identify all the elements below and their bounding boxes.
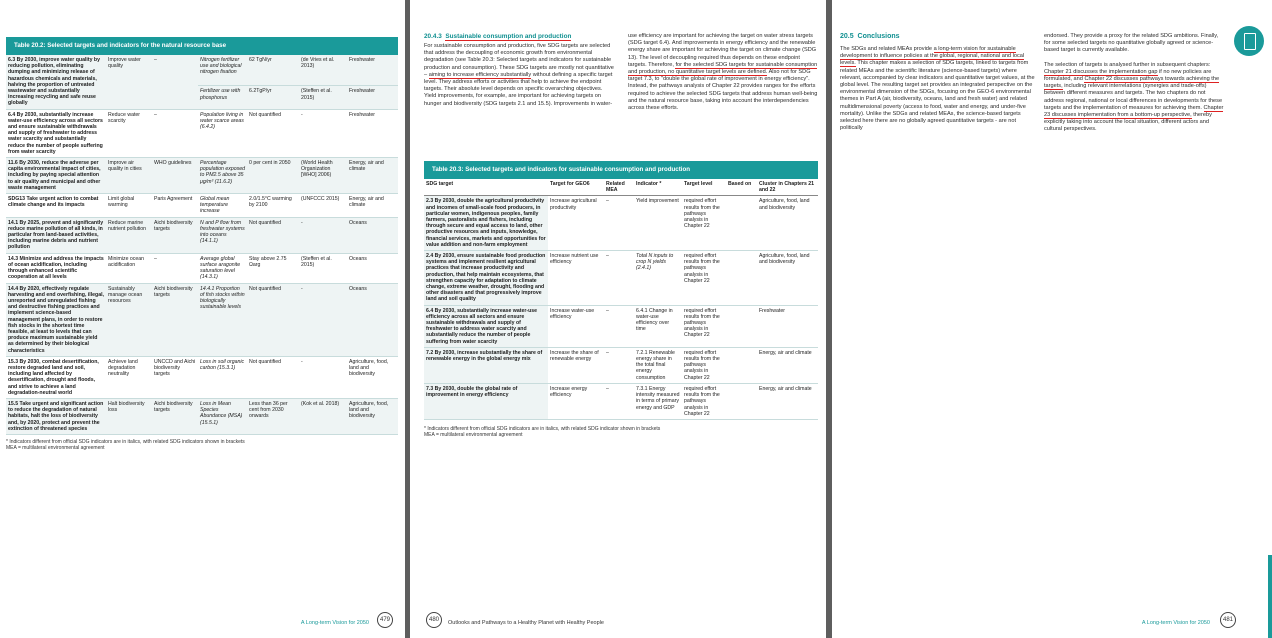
table-row — [6, 158, 398, 194]
column-header: Cluster in Chapters 21 and 22 — [757, 179, 818, 196]
table-cell: 7.3 By 2030, double the global rate of improvement in energy efficiency — [424, 383, 548, 419]
table-row — [424, 383, 818, 419]
table-row — [6, 283, 398, 356]
page-number: 481 — [1220, 612, 1236, 628]
table-cell: Fertilizer use with phosphorus — [198, 86, 247, 109]
table-note: * Indicators different from official SDG indicators are in italics, with related SDG indicators shown in brackets — [6, 438, 245, 445]
table-cell: Average global surface aragonite saturation level (14.3.1) — [198, 253, 247, 283]
body-text-col2: use efficiency are important for achieving the target on water stress targets (SDG target 6.4). And improvements in energy efficiency and the renewable energy share are important for achieving the target on climate change (SDG 13). The level of decoupling required thus depends on these endpoint targets. Therefore, for the selected SDG targets for sustainable consumption and production, no quantitative target levels are defined. Also not for SDG target 7.3, to "double the global rate of improvement in energy efficiency". Instead, the pathways analysis of Chapter 22 provides ranges for the efforts required to achieve the selected SDG targets that address human well-being and the natural resource base, taking into account the interdependencies across these efforts. — [628, 33, 818, 112]
table-cell: (Steffen et al. 2015) — [299, 253, 347, 283]
column-header: SDG target — [424, 179, 548, 196]
table-note-mea: MEA = multilateral environmental agreement — [6, 445, 105, 452]
table-cell: (Kok et al. 2018) — [299, 398, 347, 434]
section-heading: 20.5 Conclusions — [840, 33, 900, 40]
table-cell: required effort results from the pathways analysis in Chapter 22 — [682, 347, 726, 383]
table-cell: Oceans — [347, 253, 398, 283]
table-cell: – — [152, 109, 198, 157]
table-cell: Aichi biodiversity targets — [152, 217, 198, 253]
table-cell: Agriculture, food, land and biodiversity — [757, 196, 818, 251]
table-cell: Freshwater — [347, 109, 398, 157]
calculator-icon — [1234, 26, 1264, 56]
table-cell: WHO guidelines — [152, 158, 198, 194]
table-note-mea: MEA = multilateral environmental agreement — [424, 432, 523, 439]
table-cell: 6.3 By 2030, improve water quality by reducing pollution, eliminating dumping and minimizing release of hazardous chemicals and materials, halving the proportion of untreated wastewater and substantially increasing recycling and safe reuse globally — [6, 55, 106, 109]
table-cell: Achieve land degradation neutrality — [106, 356, 152, 398]
table-20-2-title: Table 20.2: Selected targets and indicators for the natural resource base — [6, 37, 398, 55]
table-cell: Not quantified — [247, 283, 299, 356]
table-cell: Limit global warming — [106, 194, 152, 218]
table-cell: Stay above 2.75 Ωarg — [247, 253, 299, 283]
page-480 — [410, 0, 826, 638]
table-cell: Oceans — [347, 217, 398, 253]
table-row — [6, 398, 398, 434]
table-cell: Increase agricultural productivity — [548, 196, 604, 251]
table-cell: Agriculture, food, land and biodiversity — [347, 398, 398, 434]
table-cell: Reduce marine nutrient pollution — [106, 217, 152, 253]
table-row — [424, 347, 818, 383]
page-481 — [832, 0, 1272, 638]
table-cell: - — [299, 109, 347, 157]
table-cell: SDG13 Take urgent action to combat climate change and its impacts — [6, 194, 106, 218]
table-cell: Yield improvement — [634, 196, 682, 251]
table-20-2 — [6, 55, 398, 435]
table-cell: (de Vries et al. 2013) — [299, 55, 347, 86]
page-footer: A Long-term Vision for 2050 — [1141, 620, 1210, 626]
table-cell: (UNFCCC 2015) — [299, 194, 347, 218]
body-text-col2a: endorsed. They provide a proxy for the related SDG ambitions. Finally, for some selected targets no quantitative globally agreed or science-based target is currently available. — [1044, 33, 1219, 54]
table-cell: 6.4.1 Change in water-use efficiency over time — [634, 305, 682, 347]
table-cell: 2.3 By 2030, double the agricultural productivity and incomes of small-scale food producers, in particular women, indigenous peoples, family farmers, pastoralists and fishers, including through secure and equal access to land, other productive resources and inputs, knowledge, financial services, markets and opportunities for value addition and non-farm employment — [424, 196, 548, 251]
column-header: Based on — [726, 179, 757, 196]
table-cell — [726, 347, 757, 383]
column-header: Target for GEO6 — [548, 179, 604, 196]
table-cell: Paris Agreement — [152, 194, 198, 218]
body-text-col1: The SDGs and related MEAs provide a long-term vision for sustainable development to influence policies at the global, regional, national and local levels. This chapter makes a selection of SDG targets, linked to targets from related MEAs and the scientific literature (science-based targets) where relevant, accompanied by clear indicators and quantitative target values, at the global level. The resulting target set provides an integrated perspective on the environmental dimension of the SDGs, focusing on the GEO-6 environmental themes in Part A (air, biodiversity, oceans, land and fresh water) and related multidimensional poverty (access to food, water and energy, and under-five mortality). Unlike the SDGs and related MEAs, the science-based targets selected here there are no globally agreed quantitative targets - are not politically — [840, 46, 1035, 132]
table-cell: required effort results from the pathways analysis in Chapter 22 — [682, 383, 726, 419]
table-row — [6, 356, 398, 398]
table-cell: - — [299, 217, 347, 253]
scrollbar[interactable] — [1268, 555, 1272, 638]
table-cell: 15.3 By 2030, combat desertification, restore degraded land and soil, including land affected by desertification, drought and floods, and strive to achieve a land degradation-neutral world — [6, 356, 106, 398]
table-cell: Halt biodiversity loss — [106, 398, 152, 434]
table-cell: Percentage population exposed to PM2.5 above 35 μg/m³ (11.6.2) — [198, 158, 247, 194]
table-cell: Loss in soil organic carbon (15.3.1) — [198, 356, 247, 398]
table-cell: Aichi biodiversity targets — [152, 283, 198, 356]
table-cell: 15.5 Take urgent and significant action to reduce the degradation of natural habitats, halt the loss of biodiversity and, by 2020, protect and prevent the extinction of threatened species — [6, 398, 106, 434]
table-cell: 6.4 By 2030, substantially increase water-use efficiency across all sectors and ensure sustainable withdrawals and supply of freshwater to address water scarcity and substantially reduce the number of people suffering from water scarcity — [6, 109, 106, 157]
column-header: Related MEA — [604, 179, 634, 196]
table-cell: UNCCD and Aichi biodiversity targets — [152, 356, 198, 398]
table-cell: Sustainably manage ocean resources — [106, 283, 152, 356]
table-cell: Oceans — [347, 283, 398, 356]
column-header: Indicator * — [634, 179, 682, 196]
table-row — [6, 194, 398, 218]
table-row — [424, 305, 818, 347]
table-cell: 6.2TgP/yr — [247, 86, 299, 109]
table-note: * Indicators different from official SDG indicators are in italics, with related SDG indicator shown in brackets — [424, 425, 661, 432]
column-header: Target level — [682, 179, 726, 196]
table-cell: 14.3 Minimize and address the impacts of ocean acidification, including through enhanced scientific cooperation at all levels — [6, 253, 106, 283]
table-cell: - — [299, 283, 347, 356]
table-cell: Energy, air and climate — [347, 158, 398, 194]
page-479 — [0, 0, 405, 638]
table-cell: Freshwater — [347, 55, 398, 86]
table-cell: (Steffen et al. 2015) — [299, 86, 347, 109]
table-cell: Nitrogen fertilizer use and biological nitrogen fixation — [198, 55, 247, 86]
table-cell: 14.4.1 Proportion of fish stocks within biologically sustainable levels — [198, 283, 247, 356]
table-cell: Global mean temperature increase — [198, 194, 247, 218]
table-cell: 14.1 By 2025, prevent and significantly reduce marine pollution of all kinds, in particular from land-based activities, including marine debris and nutrient pollution — [6, 217, 106, 253]
table-cell: Energy, air and climate — [757, 347, 818, 383]
table-cell: 7.3.1 Energy intensity measured in terms of primary energy and GDP — [634, 383, 682, 419]
table-cell: 14.4 By 2020, effectively regulate harvesting and end overfishing, illegal, unreported and unregulated fishing and destructive fishing practices and implement science-based management plans, in order to restore fish stocks in the shortest time feasible, at least to levels that can produce maximum sustainable yield as determined by their biological characteristics — [6, 283, 106, 356]
table-row — [6, 253, 398, 283]
table-cell: Minimize ocean acidification — [106, 253, 152, 283]
table-cell: – — [604, 196, 634, 251]
table-cell: Population living in water scarce areas (6.4.2) — [198, 109, 247, 157]
table-cell: Not quantified — [247, 109, 299, 157]
table-row — [6, 55, 398, 86]
table-cell: N and P flow from freshwater systems into oceans (14.1.1) — [198, 217, 247, 253]
table-cell: Increase the share of renewable energy — [548, 347, 604, 383]
table-cell: Energy, air and climate — [347, 194, 398, 218]
table-20-3 — [424, 179, 818, 420]
table-cell: 7.2 By 2030, increase substantially the share of renewable energy in the global energy mix — [424, 347, 548, 383]
table-cell: Improve air quality in cities — [106, 158, 152, 194]
body-text-col1: For sustainable consumption and production, five SDG targets are selected that address the decoupling of economic growth from environmental degradation (see Table 20.3: Selected targets and indicators for sustainable production and consumption). These SDG targets are mostly not quantitative – aiming to increase efficiency substantially without defining a specific target level. They address efforts or activities that help to achieve the endpoint targets. Their absolute level depends on specific overarching objectives. Yield improvements, for example, are important for achieving targets on hunger and biodiversity (SDG targets 2.1 and 15.5). Improvements in water- — [424, 43, 614, 107]
table-cell: Agriculture, food, land and biodiversity — [757, 251, 818, 306]
table-cell: Not quantified — [247, 217, 299, 253]
table-cell: Increase water-use efficiency — [548, 305, 604, 347]
table-row — [424, 251, 818, 306]
page-footer: A Long-term Vision for 2050 — [300, 620, 369, 626]
page-number: 480 — [426, 612, 442, 628]
table-cell: 62 TgN/yr — [247, 55, 299, 86]
page-number: 479 — [377, 612, 393, 628]
table-cell: Energy, air and climate — [757, 383, 818, 419]
table-cell: – — [152, 55, 198, 109]
section-heading: 20.4.3 Sustainable consumption and production — [424, 33, 572, 40]
table-cell: Total N inputs to crop N yields (2.4.1) — [634, 251, 682, 306]
table-cell: 7.2.1 Renewable energy share in the total final energy consumption — [634, 347, 682, 383]
table-cell: (World Health Organization [WHO] 2006) — [299, 158, 347, 194]
page-footer: Outlooks and Pathways to a Healthy Planet with Healthy People — [448, 620, 604, 626]
table-cell — [726, 383, 757, 419]
table-cell: required effort results from the pathways analysis in Chapter 22 — [682, 251, 726, 306]
table-cell — [726, 251, 757, 306]
table-cell: Increase energy efficiency — [548, 383, 604, 419]
table-cell: 2.4 By 2030, ensure sustainable food production systems and implement resilient agricultural practices that increase productivity and production, that help maintain ecosystems, that strengthen capacity for adaptation to climate change, extreme weather, drought, flooding and other disasters and that progressively improve land and soil quality — [424, 251, 548, 306]
table-cell: Reduce water scarcity — [106, 109, 152, 157]
table-cell: Freshwater — [757, 305, 818, 347]
table-cell: 11.6 By 2030, reduce the adverse per capita environmental impact of cities, including by paying special attention to air quality and municipal and other waste management — [6, 158, 106, 194]
table-cell: Aichi biodiversity targets — [152, 398, 198, 434]
table-cell — [726, 196, 757, 251]
table-cell: Improve water quality — [106, 55, 152, 109]
table-cell: Increase nutrient use efficiency — [548, 251, 604, 306]
table-cell: – — [604, 347, 634, 383]
table-row — [424, 196, 818, 251]
table-cell: 2.0/1.5°C warming by 2100 — [247, 194, 299, 218]
table-row — [6, 217, 398, 253]
table-cell: required effort results from the pathways analysis in Chapter 22 — [682, 196, 726, 251]
table-cell: 0 per cent in 2050 — [247, 158, 299, 194]
table-cell: 6.4 By 2030, substantially increase water-use efficiency across all sectors and ensure sustainable withdrawals and supply of freshwater to address water scarcity and substantially reduce the number of people suffering from water scarcity — [424, 305, 548, 347]
table-cell: Not quantified — [247, 356, 299, 398]
table-cell: – — [604, 383, 634, 419]
table-cell: Freshwater — [347, 86, 398, 109]
table-cell: – — [604, 305, 634, 347]
table-20-3-title: Table 20.3: Selected targets and indicators for sustainable consumption and production — [424, 161, 818, 179]
table-cell: – — [152, 253, 198, 283]
table-cell: Loss in Mean Species Abundance (MSA) (15.5.1) — [198, 398, 247, 434]
table-cell: required effort results from the pathways analysis in Chapter 22 — [682, 305, 726, 347]
table-cell: Agriculture, food, land and biodiversity — [347, 356, 398, 398]
body-text-col2b: The selection of targets is analysed further in subsequent chapters: Chapter 21 discusses the implementation gap if no new policies are formulated, and Chapter 22 discusses pathways towards achieving the targets, including relevant interrelations (synergies and trade-offs) between different measures and targets. The two chapters do not address regional, national or local differences in developments for these targets and the implementation of measures for achieving them. Chapter 23 discusses implementation from a bottom-up perspective, thereby explicitly taking into account the local situation, different actors and cultural perspectives. — [1044, 61, 1224, 133]
table-row — [6, 109, 398, 157]
table-cell: – — [604, 251, 634, 306]
table-cell: Less than 36 per cent from 2030 onwards — [247, 398, 299, 434]
table-cell: - — [299, 356, 347, 398]
table-cell — [726, 305, 757, 347]
